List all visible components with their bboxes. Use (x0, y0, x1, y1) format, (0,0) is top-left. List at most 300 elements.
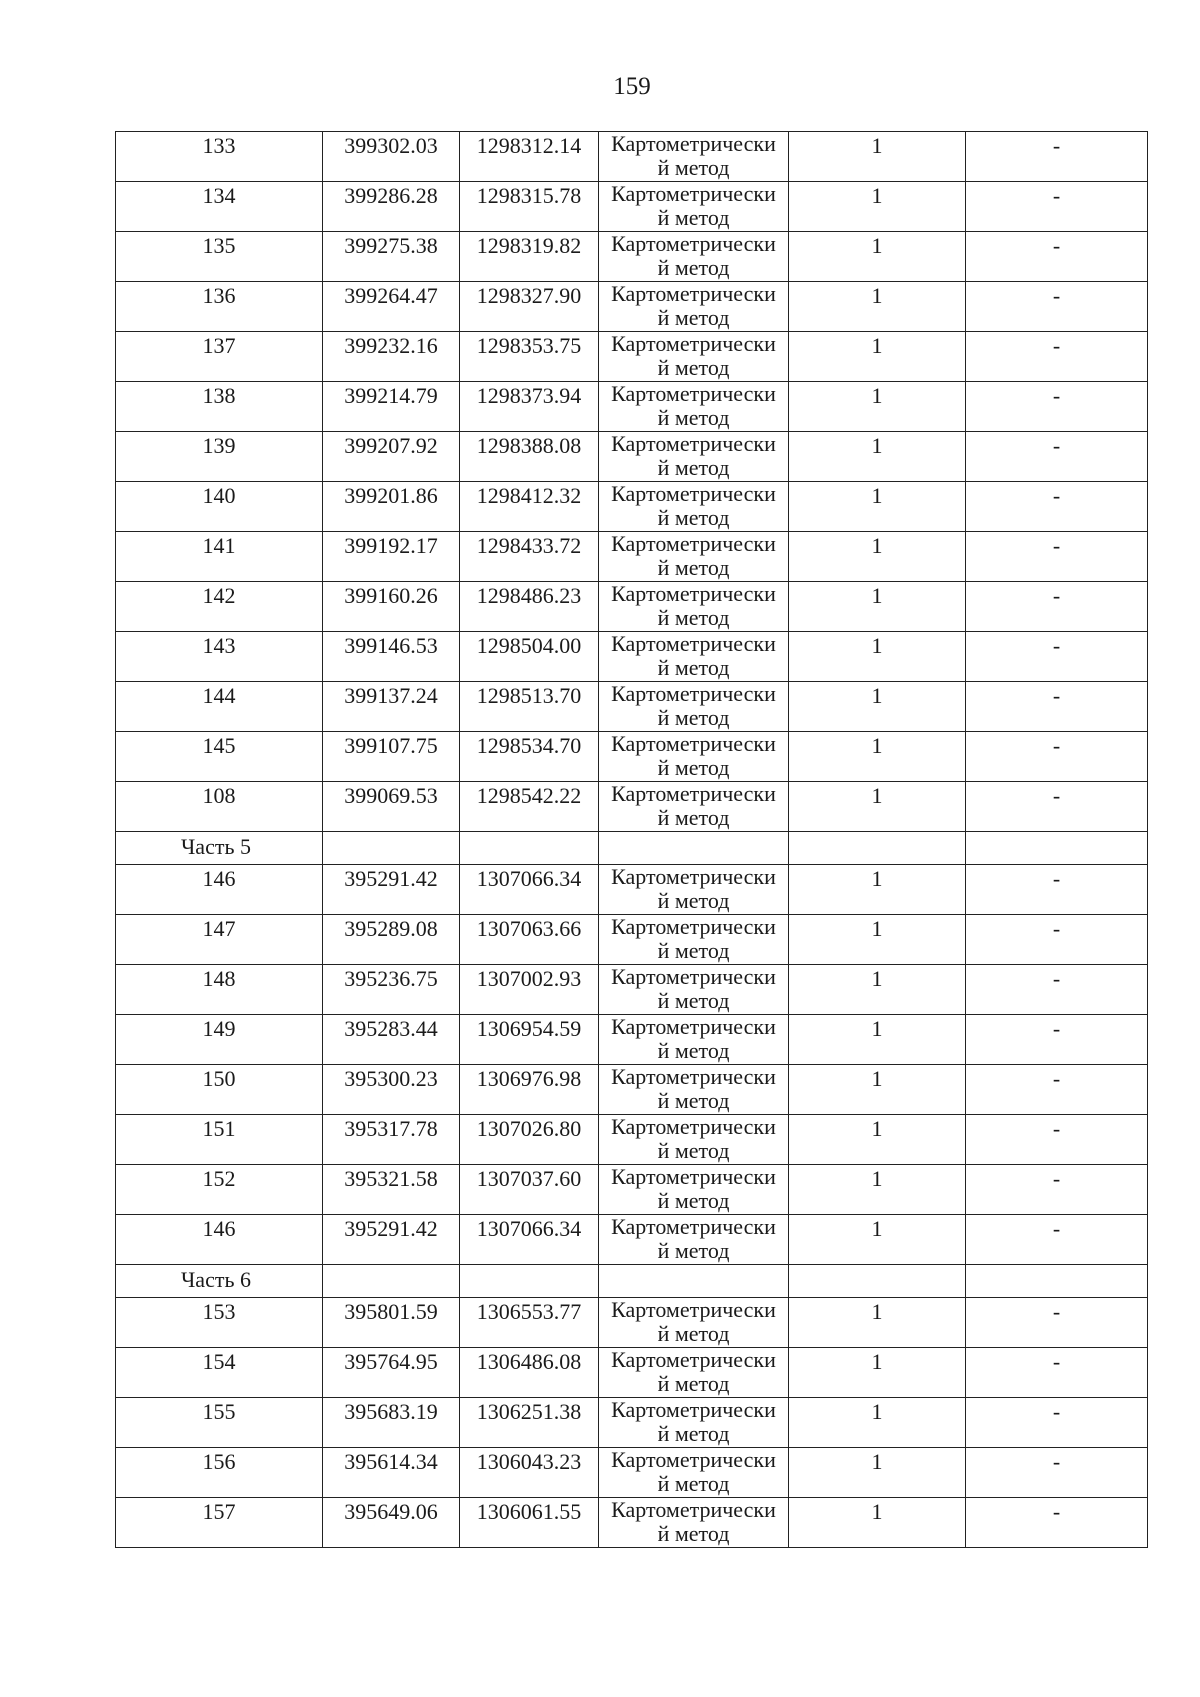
table-row (116, 532, 1148, 582)
table-row (116, 632, 1148, 682)
method-text-line1: Картометрически (611, 431, 776, 456)
note-cell (966, 432, 1148, 482)
accuracy-cell-value: 1 (871, 383, 883, 408)
method-text-line2: й метод (657, 555, 730, 580)
y-coordinate-cell-value: 1306954.59 (476, 1016, 582, 1041)
point-number-cell-value: 141 (202, 533, 236, 558)
method-text-line2: й метод (657, 405, 730, 430)
x-coordinate-cell-value: 395683.19 (344, 1399, 438, 1424)
accuracy-cell (789, 182, 966, 232)
method-cell (599, 732, 789, 782)
note-cell (966, 1215, 1148, 1265)
note-cell-value: - (1052, 483, 1061, 508)
method-cell (599, 1298, 789, 1348)
point-number-cell (116, 915, 323, 965)
accuracy-cell (789, 782, 966, 832)
method-text-line2: й метод (657, 888, 730, 913)
note-cell-value: - (1052, 1449, 1061, 1474)
table-row (116, 965, 1148, 1015)
method-cell (599, 865, 789, 915)
note-cell-value: - (1052, 966, 1061, 991)
table-row (116, 582, 1148, 632)
accuracy-cell (789, 1298, 966, 1348)
accuracy-cell (789, 965, 966, 1015)
y-coordinate-cell-value: 1298504.00 (476, 633, 582, 658)
accuracy-cell (789, 732, 966, 782)
point-number-cell (116, 182, 323, 232)
method-text-line1: Картометрически (611, 1064, 776, 1089)
accuracy-cell-value: 1 (871, 283, 883, 308)
accuracy-cell (789, 1115, 966, 1165)
method-cell (599, 532, 789, 582)
point-number-cell-value: 140 (202, 483, 236, 508)
method-text-line2: й метод (657, 155, 730, 180)
y-coordinate-cell-value: 1306976.98 (476, 1066, 582, 1091)
point-number-cell-value: 137 (202, 333, 236, 358)
section-label: Часть 5 (116, 832, 323, 865)
method-text-line2: й метод (657, 988, 730, 1013)
method-cell (599, 915, 789, 965)
point-number-cell (116, 482, 323, 532)
point-number-cell (116, 1015, 323, 1065)
x-coordinate-cell (323, 1065, 460, 1115)
y-coordinate-cell (460, 865, 599, 915)
table-row (116, 1115, 1148, 1165)
y-coordinate-cell-value: 1298315.78 (476, 183, 582, 208)
method-text-line1: Картометрически (611, 964, 776, 989)
method-cell (599, 1448, 789, 1498)
y-coordinate-cell-value: 1298388.08 (476, 433, 582, 458)
method-cell (599, 1165, 789, 1215)
accuracy-cell (789, 865, 966, 915)
note-cell-value: - (1052, 866, 1061, 891)
point-number-cell (116, 582, 323, 632)
accuracy-cell-value: 1 (871, 1116, 883, 1141)
y-coordinate-cell (460, 332, 599, 382)
y-coordinate-cell-value: 1307066.34 (476, 1216, 582, 1241)
method-cell (599, 132, 789, 182)
x-coordinate-cell-value: 395321.58 (344, 1166, 438, 1191)
table-row (116, 232, 1148, 282)
method-text-line1: Картометрически (611, 1114, 776, 1139)
x-coordinate-cell (323, 1015, 460, 1065)
accuracy-cell-value: 1 (871, 1449, 883, 1474)
y-coordinate-cell-value: 1306061.55 (476, 1499, 582, 1524)
method-cell (599, 1065, 789, 1115)
x-coordinate-cell (323, 282, 460, 332)
note-cell-value: - (1052, 533, 1061, 558)
accuracy-cell-value: 1 (871, 966, 883, 991)
y-coordinate-cell-value: 1307002.93 (476, 966, 582, 991)
x-coordinate-cell (323, 965, 460, 1015)
table-row (116, 682, 1148, 732)
note-cell (966, 682, 1148, 732)
x-coordinate-cell-value: 399214.79 (344, 383, 438, 408)
y-coordinate-cell-value: 1307026.80 (476, 1116, 582, 1141)
note-cell-value: - (1052, 633, 1061, 658)
method-text-line2: й метод (657, 305, 730, 330)
point-number-cell (116, 332, 323, 382)
y-coordinate-cell (460, 232, 599, 282)
point-number-cell (116, 682, 323, 732)
note-cell-value: - (1052, 733, 1061, 758)
note-cell-value: - (1052, 183, 1061, 208)
point-number-cell-value: 146 (202, 1216, 236, 1241)
method-text-line2: й метод (657, 755, 730, 780)
note-cell (966, 382, 1148, 432)
note-cell-value: - (1052, 133, 1061, 158)
point-number-cell-value: 146 (202, 866, 236, 891)
note-cell-value: - (1052, 1399, 1061, 1424)
method-text-line1: Картометрически (611, 581, 776, 606)
point-number-cell (116, 965, 323, 1015)
point-number-cell-value: 147 (202, 916, 236, 941)
table-row (116, 482, 1148, 532)
point-number-cell (116, 732, 323, 782)
y-coordinate-cell (460, 482, 599, 532)
empty-cell (460, 1265, 599, 1298)
method-cell (599, 182, 789, 232)
point-number-cell (116, 382, 323, 432)
accuracy-cell-value: 1 (871, 1016, 883, 1041)
accuracy-cell (789, 632, 966, 682)
method-text-line2: й метод (657, 205, 730, 230)
method-cell (599, 632, 789, 682)
x-coordinate-cell-value: 399275.38 (344, 233, 438, 258)
method-cell (599, 682, 789, 732)
y-coordinate-cell-value: 1307066.34 (476, 866, 582, 891)
y-coordinate-cell (460, 732, 599, 782)
method-text-line1: Картометрически (611, 1014, 776, 1039)
method-text-line2: й метод (657, 1321, 730, 1346)
method-text-line2: й метод (657, 805, 730, 830)
section-header-row (116, 1265, 1148, 1298)
accuracy-cell (789, 432, 966, 482)
point-number-cell (116, 282, 323, 332)
method-text-line2: й метод (657, 1088, 730, 1113)
x-coordinate-cell-value: 395236.75 (344, 966, 438, 991)
y-coordinate-cell (460, 532, 599, 582)
method-cell (599, 482, 789, 532)
note-cell-value: - (1052, 1499, 1061, 1524)
x-coordinate-cell (323, 732, 460, 782)
note-cell (966, 232, 1148, 282)
method-text-line2: й метод (657, 655, 730, 680)
point-number-cell (116, 865, 323, 915)
note-cell (966, 132, 1148, 182)
point-number-cell-value: 148 (202, 966, 236, 991)
point-number-cell (116, 532, 323, 582)
empty-cell (599, 832, 789, 865)
point-number-cell (116, 1398, 323, 1448)
y-coordinate-cell-value: 1306043.23 (476, 1449, 582, 1474)
point-number-cell-value: 152 (202, 1166, 236, 1191)
x-coordinate-cell-value: 395614.34 (344, 1449, 438, 1474)
x-coordinate-cell (323, 482, 460, 532)
x-coordinate-cell-value: 399302.03 (344, 133, 438, 158)
x-coordinate-cell (323, 132, 460, 182)
method-text-line1: Картометрически (611, 1397, 776, 1422)
method-cell (599, 1498, 789, 1548)
y-coordinate-cell (460, 1065, 599, 1115)
method-text-line2: й метод (657, 355, 730, 380)
method-text-line1: Картометрически (611, 331, 776, 356)
y-coordinate-cell-value: 1306486.08 (476, 1349, 582, 1374)
table-row (116, 1165, 1148, 1215)
x-coordinate-cell-value: 399286.28 (344, 183, 438, 208)
x-coordinate-cell-value: 399069.53 (344, 783, 438, 808)
x-coordinate-cell-value: 395764.95 (344, 1349, 438, 1374)
y-coordinate-cell (460, 132, 599, 182)
note-cell-value: - (1052, 683, 1061, 708)
method-cell (599, 382, 789, 432)
accuracy-cell-value: 1 (871, 733, 883, 758)
note-cell-value: - (1052, 283, 1061, 308)
point-number-cell (116, 1165, 323, 1215)
x-coordinate-cell (323, 182, 460, 232)
y-coordinate-cell (460, 1448, 599, 1498)
method-text-line1: Картометрически (611, 131, 776, 156)
note-cell-value: - (1052, 583, 1061, 608)
method-text-line2: й метод (657, 938, 730, 963)
note-cell-value: - (1052, 1066, 1061, 1091)
point-number-cell-value: 155 (202, 1399, 236, 1424)
y-coordinate-cell-value: 1306251.38 (476, 1399, 582, 1424)
point-number-cell-value: 157 (202, 1499, 236, 1524)
y-coordinate-cell-value: 1306553.77 (476, 1299, 582, 1324)
table-row (116, 1215, 1148, 1265)
method-text-line1: Картометрически (611, 531, 776, 556)
method-cell (599, 965, 789, 1015)
y-coordinate-cell-value: 1307037.60 (476, 1166, 582, 1191)
accuracy-cell-value: 1 (871, 1499, 883, 1524)
method-text-line1: Картометрически (611, 681, 776, 706)
point-number-cell (116, 782, 323, 832)
method-text-line2: й метод (657, 1521, 730, 1546)
table-row (116, 915, 1148, 965)
point-number-cell (116, 432, 323, 482)
accuracy-cell-value: 1 (871, 866, 883, 891)
note-cell-value: - (1052, 383, 1061, 408)
note-cell (966, 582, 1148, 632)
x-coordinate-cell-value: 399107.75 (344, 733, 438, 758)
method-cell (599, 1215, 789, 1265)
section-header-row (116, 832, 1148, 865)
method-text-line1: Картометрически (611, 1497, 776, 1522)
y-coordinate-cell (460, 382, 599, 432)
method-text-line1: Картометрически (611, 231, 776, 256)
point-number-cell-value: 108 (202, 783, 236, 808)
accuracy-cell-value: 1 (871, 683, 883, 708)
y-coordinate-cell (460, 632, 599, 682)
method-text-line1: Картометрически (611, 914, 776, 939)
note-cell (966, 915, 1148, 965)
point-number-cell (116, 132, 323, 182)
accuracy-cell-value: 1 (871, 1066, 883, 1091)
method-cell (599, 1115, 789, 1165)
note-cell (966, 1298, 1148, 1348)
empty-cell (789, 1265, 966, 1298)
note-cell (966, 782, 1148, 832)
method-text-line1: Картометрически (611, 864, 776, 889)
accuracy-cell (789, 682, 966, 732)
empty-cell (599, 1265, 789, 1298)
y-coordinate-cell-value: 1298373.94 (476, 383, 582, 408)
x-coordinate-cell (323, 532, 460, 582)
y-coordinate-cell (460, 1215, 599, 1265)
empty-cell (966, 832, 1148, 865)
x-coordinate-cell-value: 395291.42 (344, 1216, 438, 1241)
point-number-cell-value: 154 (202, 1349, 236, 1374)
y-coordinate-cell (460, 782, 599, 832)
y-coordinate-cell-value: 1307063.66 (476, 916, 582, 941)
x-coordinate-cell (323, 1348, 460, 1398)
x-coordinate-cell-value: 395283.44 (344, 1016, 438, 1041)
coordinates-table-body (116, 132, 1148, 1548)
accuracy-cell-value: 1 (871, 633, 883, 658)
note-cell (966, 1065, 1148, 1115)
accuracy-cell (789, 382, 966, 432)
method-text-line2: й метод (657, 1038, 730, 1063)
table-row (116, 382, 1148, 432)
method-text-line1: Картометрически (611, 631, 776, 656)
y-coordinate-cell (460, 582, 599, 632)
method-text-line1: Картометрически (611, 731, 776, 756)
note-cell (966, 965, 1148, 1015)
table-row (116, 282, 1148, 332)
x-coordinate-cell (323, 1298, 460, 1348)
x-coordinate-cell (323, 432, 460, 482)
point-number-cell (116, 1065, 323, 1115)
note-cell (966, 1348, 1148, 1398)
note-cell (966, 482, 1148, 532)
y-coordinate-cell (460, 1015, 599, 1065)
x-coordinate-cell (323, 682, 460, 732)
y-coordinate-cell-value: 1298542.22 (476, 783, 582, 808)
point-number-cell (116, 1448, 323, 1498)
point-number-cell-value: 142 (202, 583, 236, 608)
x-coordinate-cell-value: 395649.06 (344, 1499, 438, 1524)
method-text-line1: Картометрически (611, 1164, 776, 1189)
x-coordinate-cell (323, 1115, 460, 1165)
accuracy-cell (789, 1398, 966, 1448)
point-number-cell (116, 1115, 323, 1165)
note-cell (966, 1398, 1148, 1448)
method-text-line1: Картометрически (611, 181, 776, 206)
point-number-cell-value: 143 (202, 633, 236, 658)
note-cell-value: - (1052, 1216, 1061, 1241)
method-cell (599, 582, 789, 632)
accuracy-cell-value: 1 (871, 233, 883, 258)
y-coordinate-cell (460, 1165, 599, 1215)
y-coordinate-cell-value: 1298513.70 (476, 683, 582, 708)
method-text-line2: й метод (657, 1471, 730, 1496)
x-coordinate-cell-value: 399201.86 (344, 483, 438, 508)
method-text-line2: й метод (657, 1238, 730, 1263)
accuracy-cell (789, 1215, 966, 1265)
y-coordinate-cell-value: 1298353.75 (476, 333, 582, 358)
accuracy-cell-value: 1 (871, 133, 883, 158)
accuracy-cell-value: 1 (871, 183, 883, 208)
method-cell (599, 282, 789, 332)
accuracy-cell (789, 582, 966, 632)
method-text-line1: Картометрически (611, 1347, 776, 1372)
note-cell (966, 1115, 1148, 1165)
method-text-line1: Картометрически (611, 481, 776, 506)
x-coordinate-cell (323, 382, 460, 432)
x-coordinate-cell (323, 232, 460, 282)
accuracy-cell-value: 1 (871, 1299, 883, 1324)
table-row (116, 432, 1148, 482)
table-row (116, 1498, 1148, 1548)
note-cell-value: - (1052, 1166, 1061, 1191)
method-cell (599, 432, 789, 482)
accuracy-cell (789, 1065, 966, 1115)
accuracy-cell (789, 1165, 966, 1215)
accuracy-cell-value: 1 (871, 1166, 883, 1191)
accuracy-cell (789, 1448, 966, 1498)
x-coordinate-cell (323, 1215, 460, 1265)
note-cell (966, 332, 1148, 382)
table-row (116, 1065, 1148, 1115)
accuracy-cell (789, 282, 966, 332)
method-text-line2: й метод (657, 455, 730, 480)
x-coordinate-cell-value: 399192.17 (344, 533, 438, 558)
method-text-line2: й метод (657, 1421, 730, 1446)
method-text-line2: й метод (657, 1371, 730, 1396)
method-cell (599, 232, 789, 282)
table-row (116, 1348, 1148, 1398)
y-coordinate-cell (460, 1498, 599, 1548)
point-number-cell (116, 1498, 323, 1548)
x-coordinate-cell-value: 399207.92 (344, 433, 438, 458)
y-coordinate-cell (460, 1115, 599, 1165)
accuracy-cell-value: 1 (871, 583, 883, 608)
y-coordinate-cell (460, 915, 599, 965)
method-text-line2: й метод (657, 705, 730, 730)
note-cell (966, 1015, 1148, 1065)
y-coordinate-cell-value: 1298412.32 (476, 483, 582, 508)
section-label: Часть 6 (116, 1265, 323, 1298)
y-coordinate-cell (460, 1298, 599, 1348)
x-coordinate-cell (323, 332, 460, 382)
table-row (116, 1448, 1148, 1498)
x-coordinate-cell-value: 399232.16 (344, 333, 438, 358)
point-number-cell-value: 134 (202, 183, 236, 208)
accuracy-cell (789, 532, 966, 582)
table-row (116, 332, 1148, 382)
note-cell (966, 1448, 1148, 1498)
note-cell-value: - (1052, 783, 1061, 808)
method-cell (599, 1015, 789, 1065)
accuracy-cell (789, 232, 966, 282)
empty-cell (966, 1265, 1148, 1298)
point-number-cell-value: 150 (202, 1066, 236, 1091)
accuracy-cell-value: 1 (871, 333, 883, 358)
y-coordinate-cell (460, 1348, 599, 1398)
method-text-line2: й метод (657, 505, 730, 530)
point-number-cell-value: 153 (202, 1299, 236, 1324)
point-number-cell-value: 156 (202, 1449, 236, 1474)
x-coordinate-cell (323, 1398, 460, 1448)
x-coordinate-cell-value: 399146.53 (344, 633, 438, 658)
point-number-cell (116, 1298, 323, 1348)
page-number: 159 (613, 73, 651, 100)
note-cell (966, 632, 1148, 682)
point-number-cell (116, 632, 323, 682)
point-number-cell-value: 138 (202, 383, 236, 408)
x-coordinate-cell (323, 632, 460, 682)
